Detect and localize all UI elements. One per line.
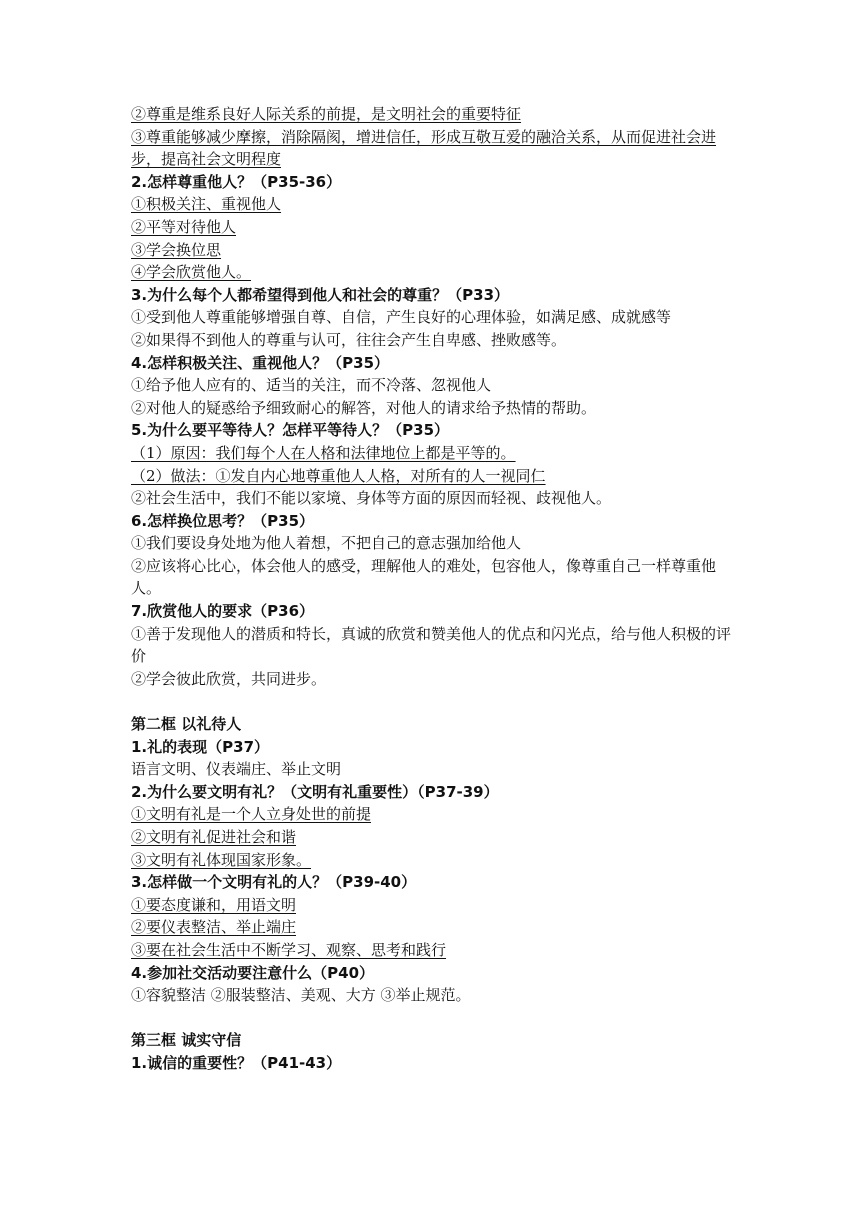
- text-line: ③学会换位思: [131, 240, 222, 259]
- text-line: （2）做法：①发自内心地尊重他人人格，对所有的人一视同仁: [131, 466, 546, 485]
- section-heading: 5.为什么要平等待人？怎样平等待人？（P35）: [131, 421, 450, 440]
- text-line: ②如果得不到他人的尊重与认可，往往会产生自卑感、挫败感等。: [131, 330, 567, 349]
- text-line: ①受到他人尊重能够增强自尊、自信，产生良好的心理体验，如满足感、成就感等: [131, 308, 672, 327]
- text-line: ①文明有礼是一个人立身处世的前提: [131, 805, 372, 824]
- text-line: ②学会彼此欣赏，共同进步。: [131, 669, 327, 688]
- text-line: ③要在社会生活中不断学习、观察、思考和践行: [131, 940, 447, 959]
- text-line: ④学会欣赏他人。: [131, 263, 252, 282]
- text-line: ②要仪表整洁、举止端庄: [131, 918, 297, 937]
- section-heading: 2.为什么要文明有礼？（文明有礼重要性）（P37-39）: [131, 782, 499, 801]
- text-line: ②文明有礼促进社会和谐: [131, 828, 297, 846]
- section-heading: 4.怎样积极关注、重视他人？（P35）: [131, 353, 390, 372]
- section-heading: 4.参加社交活动要注意什么（P40）: [131, 963, 375, 982]
- section-heading: 7.欣赏他人的要求（P36）: [131, 602, 315, 621]
- text-line: ②对他人的疑惑给予细致耐心的解答，对他人的请求给予热情的帮助。: [131, 398, 597, 417]
- text-line: ①善于发现他人的潜质和特长，真诚的欣赏和赞美他人的优点和闪光点，给与他人积极的评价: [131, 624, 732, 666]
- text-line: ③文明有礼体现国家形象。: [131, 850, 312, 869]
- text-line: （1）原因：我们每个人在人格和法律地位上都是平等的。: [131, 443, 516, 462]
- document-page: [131, 103, 731, 1075]
- section-heading: 1.诚信的重要性？（P41-43）: [131, 1053, 342, 1072]
- section-heading: 2.怎样尊重他人？（P35-36）: [131, 172, 342, 191]
- text-line: ②尊重是维系良好人际关系的前提，是文明社会的重要特征: [131, 105, 522, 123]
- section-heading: 3.怎样做一个文明有礼的人？（P39-40）: [131, 873, 417, 892]
- section-heading: 1.礼的表现（P37）: [131, 737, 270, 756]
- blank-line: [131, 690, 731, 713]
- text-line: ②应该将心比心，体会他人的感受，理解他人的难处，包容他人，像尊重自己一样尊重他人。: [131, 556, 717, 598]
- text-line: ①我们要设身处地为他人着想，不把自己的意志强加给他人: [131, 534, 522, 553]
- section-heading: 6.怎样换位思考？（P35）: [131, 511, 315, 530]
- text-line: ①给予他人应有的、适当的关注，而不冷落、忽视他人: [131, 376, 492, 395]
- text-line: ①积极关注、重视他人: [131, 195, 282, 214]
- section-heading: 第二框 以礼待人: [131, 715, 242, 734]
- text-line: ①要态度谦和，用语文明: [131, 895, 297, 914]
- text-line: ②平等对待他人: [131, 217, 237, 236]
- text-line: ①容貌整洁 ②服装整洁、美观、大方 ③举止规范。: [131, 986, 471, 1005]
- text-line: ③尊重能够减少摩擦，消除隔阂，增进信任，形成互敬互爱的融洽关系，从而促进社会进步，提高社会文明程度: [131, 127, 717, 169]
- text-line: 语言文明、仪表端庄、举止文明: [131, 760, 342, 779]
- text-line: ②社会生活中，我们不能以家境、身体等方面的原因而轻视、歧视他人。: [131, 489, 612, 508]
- blank-line: [131, 1007, 731, 1030]
- section-heading: 第三框 诚实守信: [131, 1031, 242, 1050]
- section-heading: 3.为什么每个人都希望得到他人和社会的尊重？（P33）: [131, 285, 510, 304]
